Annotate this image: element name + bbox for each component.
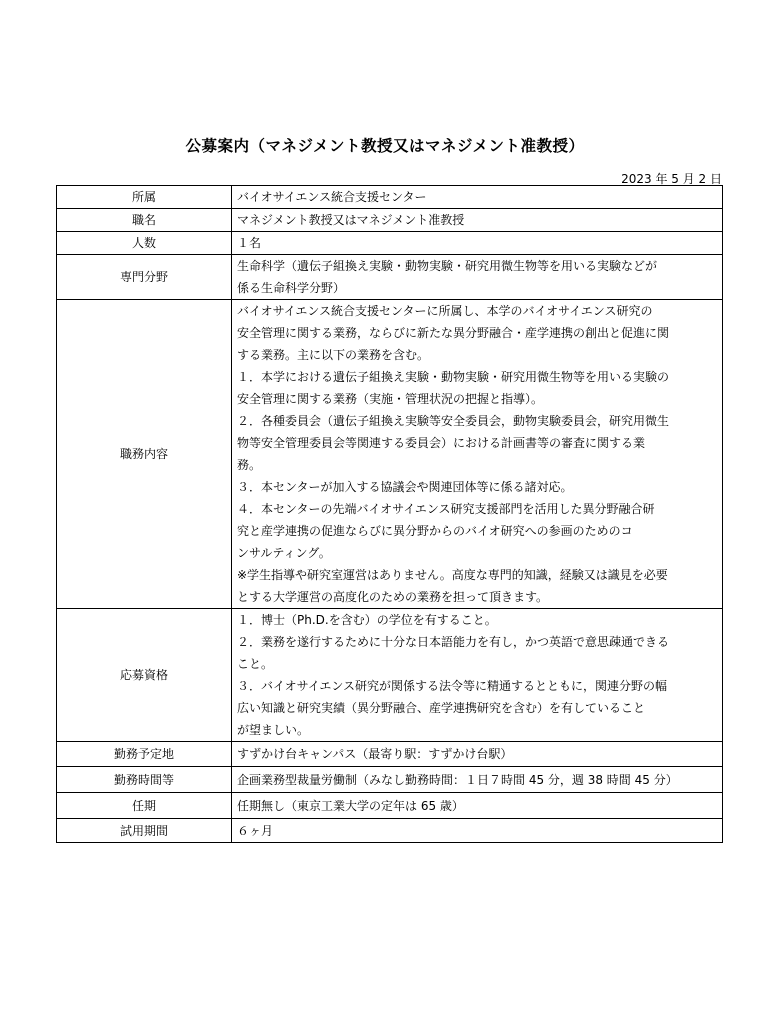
- job-posting-table: [56, 185, 723, 843]
- duty-item-text: ンサルティング。: [237, 546, 331, 560]
- qualification-item: [237, 675, 718, 741]
- duty-item-text: 本学における遺伝子組換え実験・動物実験・研究用微生物等を用いる実験の: [261, 370, 670, 384]
- table-row: [57, 209, 723, 232]
- duties-note-line: とする大学運営の高度化のための業務を担って頂きます。: [237, 590, 549, 604]
- duty-item-text: 本センターの先端バイオサイエンス研究支援部門を活用した異分野融合研: [261, 502, 655, 516]
- table-row: [57, 793, 723, 819]
- posting-date: 2023 年 5 月 2 日: [621, 172, 722, 186]
- table-row: [57, 255, 723, 300]
- table-row: [57, 819, 723, 843]
- duty-item: [237, 498, 718, 564]
- qualification-item-number: ２．: [237, 635, 262, 649]
- duties-note-line: ※学生指導や研究室運営はありません。高度な専門的知識，経験又は識見を必要: [237, 568, 668, 582]
- row-label-qualifications: 応募資格: [57, 609, 232, 742]
- qualification-item-text: 博士（Ph.D.を含む）の学位を有すること。: [261, 613, 497, 627]
- duties-intro-line: バイオサイエンス統合支援センターに所属し、本学のバイオサイエンス研究の: [237, 304, 653, 318]
- duty-item: [237, 476, 718, 498]
- duty-item-number: ４．: [237, 502, 262, 516]
- duty-item: [237, 410, 718, 476]
- row-label-field: 専門分野: [57, 255, 232, 300]
- row-label-probation: 試用期間: [57, 819, 232, 843]
- row-value-hours: 企画業務型裁量労働制（みなし勤務時間：１日７時間 45 分，週 38 時間 45 分）: [232, 767, 723, 793]
- qualification-item-number: ３．: [237, 679, 262, 693]
- qualification-item: [237, 609, 718, 631]
- duties-intro-line: 安全管理に関する業務，ならびに新たな異分野融合・産学連携の創出と促進に関: [237, 326, 670, 340]
- row-label-affiliation: 所属: [57, 186, 232, 209]
- qualification-item: [237, 631, 718, 675]
- row-label-hours: 勤務時間等: [57, 767, 232, 793]
- qualification-item-number: １．: [237, 613, 262, 627]
- table-row: [57, 767, 723, 793]
- duties-intro-line: する業務。主に以下の業務を含む。: [237, 348, 430, 362]
- qualification-item-text: 業務を遂行するために十分な日本語能力を有し，かつ英語で意思疎通できる: [261, 635, 670, 649]
- row-value-number: １名: [232, 232, 723, 255]
- duty-item-text: 安全管理に関する業務（実施・管理状況の把握と指導）。: [237, 392, 544, 406]
- qualification-item-text: バイオサイエンス研究が関係する法令等に精通するとともに，関連分野の幅: [261, 679, 667, 693]
- page-title: 公募案内（マネジメント教授又はマネジメント准教授）: [185, 137, 585, 155]
- row-value-affiliation: バイオサイエンス統合支援センター: [232, 186, 723, 209]
- row-value-probation: ６ヶ月: [232, 819, 723, 843]
- duty-item-text: 究と産学連携の促進ならびに異分野からのバイオ研究への参画のためのコ: [237, 524, 633, 538]
- table-row: [57, 609, 723, 742]
- duty-item-number: １．: [237, 370, 262, 384]
- row-value-duties: [232, 300, 723, 609]
- row-value-term: 任期無し（東京工業大学の定年は 65 歳）: [232, 793, 723, 819]
- qualification-item-text: こと。: [237, 657, 274, 671]
- table-row: [57, 232, 723, 255]
- duty-item-number: ２．: [237, 414, 262, 428]
- qualification-item-text: 広い知識と研究実績（異分野融合、産学連携研究を含む）を有していること: [237, 701, 646, 715]
- duty-item-text: 各種委員会（遺伝子組換え実験等安全委員会，動物実験委員会，研究用微生: [261, 414, 670, 428]
- row-value-position: マネジメント教授又はマネジメント准教授: [232, 209, 723, 232]
- field-line: 生命科学（遺伝子組換え実験・動物実験・研究用微生物等を用いる実験などが: [237, 259, 658, 273]
- row-label-number: 人数: [57, 232, 232, 255]
- duty-item-text: 務。: [237, 458, 262, 472]
- row-label-position: 職名: [57, 209, 232, 232]
- qualification-item-text: が望ましい。: [237, 723, 310, 737]
- table-row: [57, 186, 723, 209]
- row-value-location: すずかけ台キャンパス（最寄り駅：すずかけ台駅）: [232, 742, 723, 767]
- duty-item-text: 物等安全管理委員会等関連する委員会）における計画書等の審査に関する業: [237, 436, 646, 450]
- duty-item-number: ３．: [237, 480, 262, 494]
- duty-item-text: 本センターが加入する協議会や関連団体等に係る諸対応。: [261, 480, 573, 494]
- duty-item: [237, 366, 718, 410]
- row-label-location: 勤務予定地: [57, 742, 232, 767]
- table-row: [57, 300, 723, 609]
- row-label-term: 任期: [57, 793, 232, 819]
- row-label-duties: 職務内容: [57, 300, 232, 609]
- row-value-field: [232, 255, 723, 300]
- row-value-qualifications: [232, 609, 723, 742]
- table-row: [57, 742, 723, 767]
- field-line: 係る生命科学分野）: [237, 281, 346, 295]
